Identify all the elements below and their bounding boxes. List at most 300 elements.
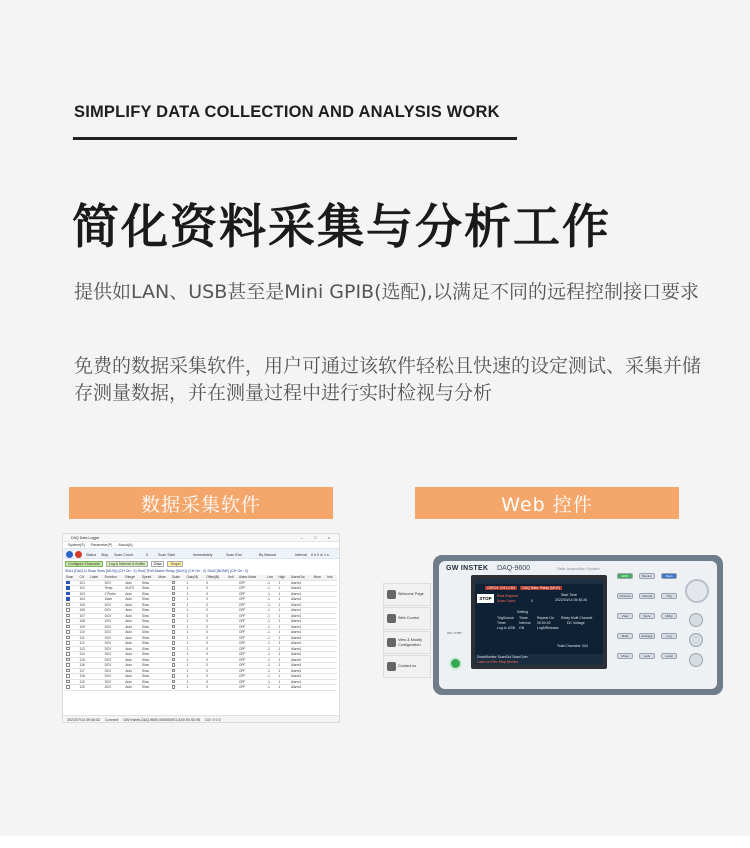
scale-checkbox[interactable] [172, 608, 176, 612]
table-cell: 0 [205, 679, 226, 685]
table-cell: DCV [104, 668, 125, 674]
display-top-bar [475, 579, 603, 584]
scale-checkbox[interactable] [172, 669, 176, 673]
display-tab: CIRCH: CH1-CH4 [487, 586, 516, 590]
table-cell: Slow [141, 641, 157, 647]
column-header: Low [266, 575, 277, 580]
instrument-front-panel [433, 555, 723, 695]
scale-checkbox[interactable] [172, 603, 176, 607]
software-titlebar [63, 534, 339, 542]
table-cell: Slow [141, 580, 157, 586]
table-cell: 1 [186, 613, 206, 619]
scale-checkbox[interactable] [172, 636, 176, 640]
nav-button-middle[interactable] [689, 633, 703, 647]
table-cell: OFF [238, 679, 266, 685]
table-cell: 1 [278, 630, 291, 636]
scan-checkbox[interactable] [66, 630, 70, 634]
table-cell: Alarm1 [290, 663, 313, 669]
table-cell: 107 [79, 613, 90, 619]
sidebar-label: Contact us [398, 664, 417, 669]
table-cell: 1 [278, 591, 291, 597]
table-cell: 1 [186, 685, 206, 691]
table-cell: 1 [186, 586, 206, 592]
tab-graph[interactable]: Graph [167, 561, 183, 567]
nav-button-up[interactable] [689, 613, 703, 627]
software-tabs [65, 561, 185, 568]
scan-start-label: Scan Start [158, 552, 175, 557]
power-button[interactable] [449, 657, 462, 670]
table-cell: -1 [266, 679, 277, 685]
table-cell: 0 [205, 635, 226, 641]
stop-icon[interactable] [75, 551, 82, 558]
table-cell: 106 [79, 608, 90, 614]
table-cell: 0 [205, 685, 226, 691]
table-cell: 1 [278, 668, 291, 674]
table-cell: -1 [266, 630, 277, 636]
table-cell: OFF [238, 641, 266, 647]
table-cell: 1 [186, 602, 206, 608]
table-cell: 2 Probe [104, 591, 125, 597]
table-cell: 108 [79, 619, 90, 625]
column-header: Function [104, 575, 125, 580]
table-cell: 112 [79, 641, 90, 647]
table-cell: 1 [186, 591, 206, 597]
scan-checkbox[interactable] [66, 597, 70, 601]
scan-checkbox[interactable] [66, 663, 70, 667]
scan-checkbox[interactable] [66, 652, 70, 656]
table-cell: 0 [205, 630, 226, 636]
scan-count-label: Scan Count [114, 552, 133, 557]
table-cell: 0 [205, 641, 226, 647]
table-cell: 0 [205, 580, 226, 586]
scan-checkbox[interactable] [66, 586, 70, 590]
table-cell: DCV [104, 630, 125, 636]
table-cell: 0 [205, 586, 226, 592]
column-header: High [278, 575, 291, 580]
table-cell: 101 [79, 580, 90, 586]
key-exc[interactable]: EXC [617, 573, 633, 579]
table-cell: Alarm1 [290, 580, 313, 586]
key-average[interactable]: Average [639, 633, 655, 639]
scan-count-value: 0 [146, 552, 148, 557]
contact-icon [387, 662, 396, 671]
stop-label: Stop [101, 552, 109, 557]
scan-checkbox[interactable] [66, 608, 70, 612]
table-row[interactable] [65, 685, 337, 691]
table-cell: Auto [124, 679, 141, 685]
scale-checkbox[interactable] [172, 630, 176, 634]
table-cell: Alarm1 [290, 679, 313, 685]
column-header: AlarmOut [290, 575, 313, 580]
table-cell [326, 685, 337, 691]
key-monitor[interactable]: Monitor [639, 573, 655, 579]
table-cell: OFF [238, 586, 266, 592]
table-cell: Alarm1 [290, 668, 313, 674]
scale-checkbox[interactable] [172, 641, 176, 645]
software-status-bar [63, 715, 339, 722]
sidebar-label: Web Control [398, 616, 420, 621]
scan-count: Scan Count [497, 599, 516, 603]
scan-checkbox[interactable] [66, 625, 70, 629]
table-cell: -1 [266, 685, 277, 691]
sidebar-item-welcome[interactable] [383, 583, 431, 606]
table-cell: Alarm1 [290, 646, 313, 652]
table-cell: Slow [141, 635, 157, 641]
table-cell: 1 [278, 679, 291, 685]
scale-checkbox[interactable] [172, 586, 176, 590]
table-cell: Auto [124, 674, 141, 680]
scale-checkbox[interactable] [172, 674, 176, 678]
table-cell: Slow [141, 657, 157, 663]
table-cell: -1 [266, 657, 277, 663]
scale-checkbox[interactable] [172, 592, 176, 596]
scan-count-value: 0 [531, 599, 533, 603]
slot-tabs[interactable]: Slot1 [DAQ-N Scan Slots (MUX)] (CH On : 4) Slot2 [Full Matrix Relay (MUX)] (CH On : 0) Slot3 [NONE] (CH On : 0) [65, 569, 249, 573]
table-cell: DCV [104, 619, 125, 625]
table-cell: Auto [124, 641, 141, 647]
display-footer [475, 654, 603, 665]
table-cell: 1 [278, 641, 291, 647]
table-cell: -1 [266, 635, 277, 641]
sidebar-label: Welcome Page [398, 592, 424, 597]
scan-checkbox[interactable] [66, 619, 70, 623]
table-cell: -1 [266, 663, 277, 669]
table-cell: Temp [104, 586, 125, 592]
table-cell: Alarm1 [290, 641, 313, 647]
table-cell: Alarm1 [290, 630, 313, 636]
table-cell: -1 [266, 613, 277, 619]
table-cell: 1 [278, 597, 291, 603]
key-channel[interactable]: Channel [617, 593, 633, 599]
sidebar-item-web-control[interactable] [383, 607, 431, 630]
scale-checkbox[interactable] [172, 658, 176, 662]
table-cell: Slow [141, 619, 157, 625]
scale-checkbox[interactable] [172, 685, 176, 689]
bottom-margin [0, 836, 750, 848]
table-cell: DCV [104, 580, 125, 586]
table-cell: Alarm1 [290, 591, 313, 597]
table-cell: OFF [238, 646, 266, 652]
software-screenshot [62, 533, 340, 723]
table-cell: 111 [79, 635, 90, 641]
grid-cell: 00:00:02 [537, 621, 551, 625]
key-utility[interactable]: Utility [661, 613, 677, 619]
grid-cell: Interval [519, 621, 531, 625]
key-trig[interactable]: Trig [661, 593, 677, 599]
status-device: GW Instek,DAQ-9600,000000001,AX0.90,S0.95 [123, 717, 201, 722]
table-cell: DCV [104, 608, 125, 614]
scale-checkbox[interactable] [172, 581, 176, 585]
sidebar-item-contact[interactable] [383, 655, 431, 678]
keypad [615, 573, 683, 673]
table-cell: 1 [186, 624, 206, 630]
key-move[interactable]: Move [617, 653, 633, 659]
table-cell [227, 685, 238, 691]
table-cell: Alarm1 [290, 619, 313, 625]
menu-system[interactable]: System(S) [68, 543, 85, 547]
table-cell: 116 [79, 663, 90, 669]
table-cell: 1 [278, 657, 291, 663]
table-cell: OFF [238, 602, 266, 608]
scale-checkbox[interactable] [172, 625, 176, 629]
table-cell: DCV [104, 624, 125, 630]
scan-end-label: Scan End [226, 552, 242, 557]
table-cell: OFF [238, 580, 266, 586]
total-channels: Total Channels: 004 [557, 644, 588, 648]
column-header: More [157, 575, 171, 580]
table-cell: DCV [104, 663, 125, 669]
table-cell: DCV [104, 602, 125, 608]
scan-checkbox[interactable] [66, 680, 70, 684]
table-cell: 1 [278, 586, 291, 592]
table-cell: -1 [266, 674, 277, 680]
table-cell: 1 [278, 663, 291, 669]
table-cell: Alarm1 [290, 597, 313, 603]
scan-checkbox[interactable] [66, 614, 70, 618]
table-cell: 105 [79, 602, 90, 608]
column-header: Speed [141, 575, 157, 580]
scan-checkbox[interactable] [66, 641, 70, 645]
scan-checkbox[interactable] [66, 592, 70, 596]
table-cell: OFF [238, 597, 266, 603]
web-control-screenshot [383, 555, 723, 695]
table-cell: 1 [186, 630, 206, 636]
status-label: Status [86, 552, 97, 557]
scan-checkbox[interactable] [66, 674, 70, 678]
grid-cell: TrigSource [497, 616, 514, 620]
table-cell: Auto [124, 619, 141, 625]
column-header: CH [79, 575, 90, 580]
scan-checkbox[interactable] [66, 647, 70, 651]
table-cell: 1 [186, 597, 206, 603]
scan-checkbox[interactable] [66, 669, 70, 673]
table-cell: Slow [141, 630, 157, 636]
instrument-display [475, 579, 603, 665]
key-local[interactable]: Local [661, 653, 677, 659]
table-cell: DCV [104, 674, 125, 680]
table-cell: -1 [266, 586, 277, 592]
table-cell: OFF [238, 668, 266, 674]
table-cell: 1 [186, 646, 206, 652]
table-cell: 1 [186, 619, 206, 625]
grid-cell: Timer [519, 616, 528, 620]
column-header: Alarm Mode [238, 575, 266, 580]
column-header: Scale [171, 575, 186, 580]
key-scan[interactable]: Scan [661, 573, 677, 579]
scan-checkbox[interactable] [66, 603, 70, 607]
scan-checkbox[interactable] [66, 658, 70, 662]
table-cell: Auto [124, 624, 141, 630]
stop-badge: STOP [477, 594, 494, 603]
display-bezel [471, 575, 607, 669]
table-cell [89, 685, 103, 691]
table-cell: -1 [266, 652, 277, 658]
tab-configure-channels[interactable]: Configure Channels [65, 561, 103, 567]
grid-cell: ON [519, 626, 525, 630]
window-controls[interactable]: – □ × [300, 535, 335, 540]
table-cell: Slow [141, 679, 157, 685]
table-cell: 1 [278, 608, 291, 614]
table-cell: Slow [141, 586, 157, 592]
table-cell: Alarm1 [290, 586, 313, 592]
table-cell: 1 [278, 646, 291, 652]
key-view[interactable]: View [617, 613, 633, 619]
table-cell: Auto [124, 685, 141, 691]
table-cell: Slow [141, 602, 157, 608]
table-cell: OFF [238, 652, 266, 658]
scale-checkbox[interactable] [172, 597, 176, 601]
channel-table [65, 575, 337, 691]
scan-checkbox[interactable] [66, 581, 70, 585]
nav-button-down[interactable] [689, 653, 703, 667]
key-interval[interactable]: Interval [639, 593, 655, 599]
column-header: Scan [65, 575, 79, 580]
table-cell: 0 [205, 668, 226, 674]
table-cell: 1 [186, 641, 206, 647]
scale-checkbox[interactable] [172, 680, 176, 684]
table-cell: OFF [238, 635, 266, 641]
scan-checkbox[interactable] [66, 636, 70, 640]
table-cell: Alarm1 [290, 657, 313, 663]
start-time-value: 2022/04/14 05:45:26 [555, 598, 588, 602]
table-cell: Slow [141, 652, 157, 658]
settings-icon [387, 638, 396, 647]
column-header: Gain(M) [186, 575, 206, 580]
table-cell: 1 [186, 668, 206, 674]
menu-parameter[interactable]: Parameter(P) [90, 543, 113, 547]
table-cell: Alarm1 [290, 652, 313, 658]
table-cell: DCV [104, 679, 125, 685]
table-cell: 1 [278, 624, 291, 630]
column-header: Info [326, 575, 337, 580]
software-title: DAQ Data Logger [71, 536, 100, 540]
table-cell: 0 [205, 591, 226, 597]
table-cell: Alarm1 [290, 685, 313, 691]
cell-scale [171, 685, 186, 691]
scale-checkbox[interactable] [172, 647, 176, 651]
table-cell: DCV [104, 641, 125, 647]
table-cell: 0 [205, 608, 226, 614]
table-cell: 114 [79, 652, 90, 658]
tab-log-interval[interactable]: Log & Interval & Buffer [106, 561, 148, 567]
table-cell: -1 [266, 608, 277, 614]
table-cell: 0 [205, 597, 226, 603]
table-cell: Auto [124, 602, 141, 608]
table-cell: -1 [266, 668, 277, 674]
software-toolbar [63, 548, 339, 559]
table-cell: 113 [79, 646, 90, 652]
scale-checkbox[interactable] [172, 652, 176, 656]
run-icon[interactable] [66, 551, 73, 558]
table-cell: OFF [238, 674, 266, 680]
table-cell: Slow [141, 646, 157, 652]
title-underline [73, 137, 517, 140]
table-cell: 109 [79, 624, 90, 630]
rotary-knob[interactable] [685, 579, 709, 603]
scan-checkbox[interactable] [66, 685, 70, 689]
table-cell: Slow [141, 685, 157, 691]
table-cell: 0 [205, 663, 226, 669]
table-cell: 1 [278, 613, 291, 619]
paragraph-interfaces: 提供如LAN、USB甚至是Mini GPIB(选配),以满足不同的远程控制接口要求 [74, 281, 699, 303]
table-cell: 118 [79, 674, 90, 680]
model-name: DAQ-9600 [497, 565, 531, 572]
table-cell: OFF [238, 663, 266, 669]
table-cell: Alarm1 [290, 608, 313, 614]
table-cell [313, 685, 327, 691]
menu-about[interactable]: About(A) [118, 543, 133, 547]
start-time: Start Time [561, 593, 577, 597]
tab-data[interactable]: Data [151, 561, 165, 567]
table-cell: 0 [205, 652, 226, 658]
key-lock[interactable]: Lock [639, 653, 655, 659]
headline: 简化资料采集与分析工作 [72, 200, 611, 255]
table-cell: 1 [186, 674, 206, 680]
table-cell: Slow [141, 668, 157, 674]
table-cell: OFF [238, 624, 266, 630]
power-label: ON / STBY [447, 631, 462, 635]
setting-heading: Setting [517, 610, 528, 614]
table-cell: 0 [205, 619, 226, 625]
instrument-subtitle: Data Acquisition System [557, 567, 600, 571]
paragraph-software: 免费的数据采集软件，用户可通过该软件轻松且快速的设定测试、采集并储存测量数据，并在测量过程中进行实时检视与分析 [74, 355, 702, 404]
table-cell: Auto [124, 652, 141, 658]
table-cell: Alarm1 [290, 635, 313, 641]
table-cell: Auto [124, 608, 141, 614]
table-cell: 0 [205, 624, 226, 630]
cell-scan [65, 685, 79, 691]
table-cell: Alarm1 [290, 674, 313, 680]
table-cell: -1 [266, 602, 277, 608]
table-cell: Auto [124, 657, 141, 663]
table-cell: 1 [186, 657, 206, 663]
status-time: 2021/07/14 09:46:52 [67, 717, 100, 722]
table-cell: 1 [186, 652, 206, 658]
table-cell: Slow [141, 597, 157, 603]
table-cell: DCV [104, 613, 125, 619]
control-icon [387, 614, 396, 623]
key-log[interactable]: Log [661, 633, 677, 639]
table-cell: -1 [266, 591, 277, 597]
display-tab: DAQ Data: Relay (MUX) [522, 586, 561, 590]
key-store[interactable]: Store [639, 613, 655, 619]
table-cell: OFF [238, 613, 266, 619]
table-cell: 110 [79, 630, 90, 636]
sidebar-item-configuration[interactable] [383, 631, 431, 654]
table-cell: 1 [278, 602, 291, 608]
scale-checkbox[interactable] [172, 619, 176, 623]
key-math[interactable]: Math [617, 633, 633, 639]
table-cell: OFF [238, 591, 266, 597]
scan-start-value: Immediately [193, 552, 213, 557]
scale-checkbox[interactable] [172, 663, 176, 667]
footer-line-1: ScanMonitor ScanOut ScanOver [477, 655, 528, 659]
table-cell: Slow [141, 663, 157, 669]
table-cell: -1 [266, 641, 277, 647]
grid-cell: Log to USB [497, 626, 515, 630]
table-cell: DCV [104, 646, 125, 652]
table-cell: 119 [79, 679, 90, 685]
table-cell: 104 [79, 597, 90, 603]
table-cell: Auto [124, 580, 141, 586]
table-cell: -1 [266, 619, 277, 625]
scale-checkbox[interactable] [172, 614, 176, 618]
table-cell: 0 [205, 602, 226, 608]
table-cell: OFF [238, 630, 266, 636]
table-cell: 1 [278, 619, 291, 625]
table-cell: 1 [278, 652, 291, 658]
table-cell: -1 [266, 646, 277, 652]
